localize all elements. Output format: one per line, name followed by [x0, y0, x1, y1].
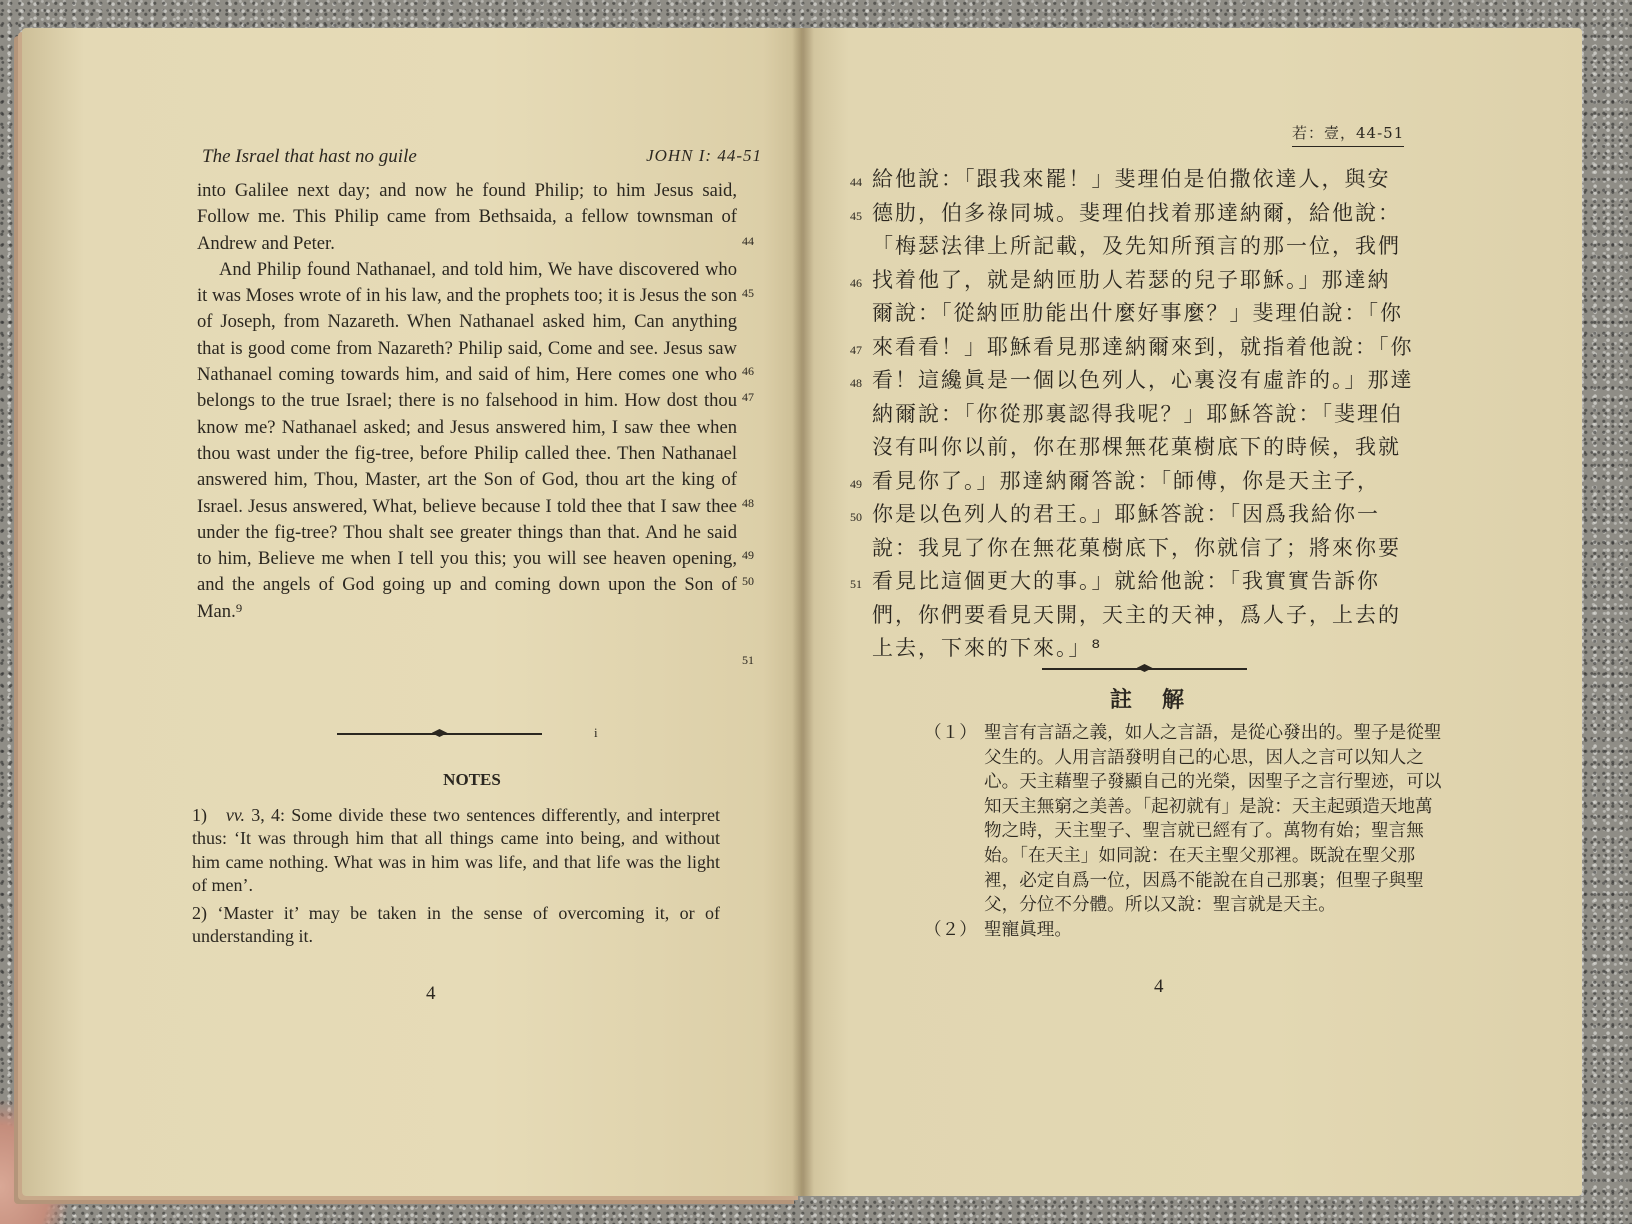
- note-label: 2): [192, 902, 207, 923]
- text-line: 來看看！」耶穌看見那達納爾來到，就指着他說：「你: [872, 334, 1414, 359]
- text-line: 說：我見了你在無花菓樹底下，你就信了；將來你要: [872, 535, 1401, 560]
- verse-number: 46: [850, 276, 862, 290]
- note-text: 聖言有言語之義，如人之言語，是從心發出的。聖子是從聖父生的。人用言語發明自己的心思，因人之言可以知人之心。天主藉聖子發顯自己的光榮，因聖子之言行聖迹，可以知天主無窮之美善。「起初就有」是說：天主起頭造天地萬物之時，天主聖子、聖言就已經有了。萬物有始；聖言無始。「在天主」如同說：在天主聖父那裡。既說在聖父那裡，必定自爲一位，因爲不能說在自己那裏；但聖子與聖父，分位不分體。所以又說：聖言就是天主。: [984, 723, 1442, 916]
- note-label: 1): [192, 805, 207, 825]
- text-line: 爾說：「從納匝肋能出什麼好事麼？」斐理伯說：「你: [872, 301, 1403, 325]
- chapter-reference: JOHN I: 44-51: [646, 146, 762, 165]
- verse-number: 47: [850, 343, 862, 357]
- book-gutter: [792, 28, 814, 1196]
- text-line: 找着他了，就是納匝肋人若瑟的兒子耶穌。」那達納: [872, 267, 1391, 292]
- notes-heading: 註解: [1109, 688, 1214, 713]
- notes: [192, 804, 720, 952]
- text-line: 看！這纔眞是一個以色列人，心裏沒有虛詐的。」那達: [872, 368, 1414, 392]
- verse-number: 45: [850, 209, 862, 223]
- note: [192, 804, 720, 898]
- verse-number: 44: [850, 175, 862, 189]
- text-line: 看見比這個更大的事。」就給他說：「我實實告訴你: [872, 569, 1380, 593]
- text-line: 們，你們要看見天開，天主的天神，爲人子，上去的: [872, 602, 1401, 627]
- note-ref: vv.: [225, 805, 245, 825]
- note-label: （２）: [924, 919, 977, 940]
- open-book: [22, 28, 1582, 1196]
- page-number: 4: [426, 983, 436, 1004]
- verse-number: 50: [850, 510, 862, 524]
- text-line: 納爾說：「你從那裏認得我呢？」耶穌答說：「斐理伯: [872, 401, 1403, 426]
- page-number: 4: [1154, 976, 1164, 997]
- running-title: The Israel that hast no guile: [202, 146, 417, 167]
- stray-mark: i: [594, 725, 598, 740]
- text-line: 看見你了。」那達納爾答說：「師傅，你是天主子，: [872, 468, 1380, 493]
- note: [192, 902, 720, 949]
- chapter-reference: 若：壹，44-51: [1292, 122, 1404, 147]
- verse-number: 47: [742, 390, 754, 404]
- verse-number: 50: [742, 574, 754, 588]
- note-text: ‘Master it’ may be taken in the sense of overcoming it, or of understanding it.: [192, 902, 720, 947]
- ornament-divider: [1042, 668, 1247, 670]
- ornament-divider: [337, 733, 542, 735]
- text-line: 「梅瑟法律上所記載，及先知所預言的那一位，我們: [872, 234, 1401, 258]
- left-page: [22, 28, 802, 1196]
- verse-number: 51: [742, 653, 754, 667]
- text-line: 你是以色列人的君王。」耶穌答說：「因爲我給你一: [872, 502, 1380, 526]
- verse-number: 51: [850, 577, 862, 591]
- verse-number: 48: [742, 496, 754, 510]
- verse-number: 46: [742, 364, 754, 378]
- verse-number: 44: [742, 234, 754, 248]
- text-line: 德肋，伯多祿同城。斐理伯找着那達納爾，給他說：: [872, 200, 1401, 225]
- body-text: [197, 178, 737, 625]
- text-line: 上去，下來的下來。」⁸: [872, 636, 1102, 660]
- running-header: [202, 146, 762, 168]
- note: [924, 721, 1444, 918]
- verse-number: 49: [850, 477, 862, 491]
- verse-number: 45: [742, 286, 754, 300]
- note-text: 聖寵眞理。: [984, 919, 1072, 940]
- text-line: 沒有叫你以前，你在那棵無花菓樹底下的時候，我就: [872, 435, 1401, 459]
- notes-heading: NOTES: [443, 770, 501, 789]
- note-label: （１）: [924, 723, 977, 743]
- verse-number: 49: [742, 548, 754, 562]
- note: [924, 918, 1444, 943]
- text-line: 給他說：「跟我來罷！」斐理伯是伯撒依達人，與安: [872, 167, 1391, 191]
- chinese-body-text: [872, 163, 1412, 666]
- right-page: [802, 28, 1582, 1196]
- note-text: 3, 4: Some divide these two sentences differently, and interpret thus: ‘It was through him that all things came into being, and without him came nothing. What was in him was life, and that life was the light of men’.: [192, 805, 721, 896]
- paragraph: And Philip found Nathanael, and told him, We have discovered who it was Moses wrote of in his law, and the prophets too; it is Jesus the son of Joseph, from Nazareth. When Nathanael asked him, Can anything that is good come from Nazareth? Philip said, Come and see. Jesus saw Nathanael coming towards him, and said of him, Here comes one who belongs to the true Israel; there is no falsehood in him. How dost thou know me? Nathanael asked; and Jesus answered him, I saw thee when thou wast under the fig-tree, before Philip called thee. Then Nathanael answered him, Thou, Master, art the Son of God, thou art the king of Israel. Jesus answered, What, believe because I told thee that I saw thee under the fig-tree? Thou shalt see greater things than that. And he said to him, Believe me when I tell you this; you will see heaven opening, and the angels of God going up and coming down upon the Son of Man.⁹: [197, 258, 737, 622]
- paragraph: into Galilee next day; and now he found Philip; to him Jesus said, Follow me. This Philip came from Bethsaida, a fellow townsman of Andrew and Peter.: [197, 180, 737, 254]
- notes: [924, 721, 1444, 942]
- verse-number: 48: [850, 376, 862, 390]
